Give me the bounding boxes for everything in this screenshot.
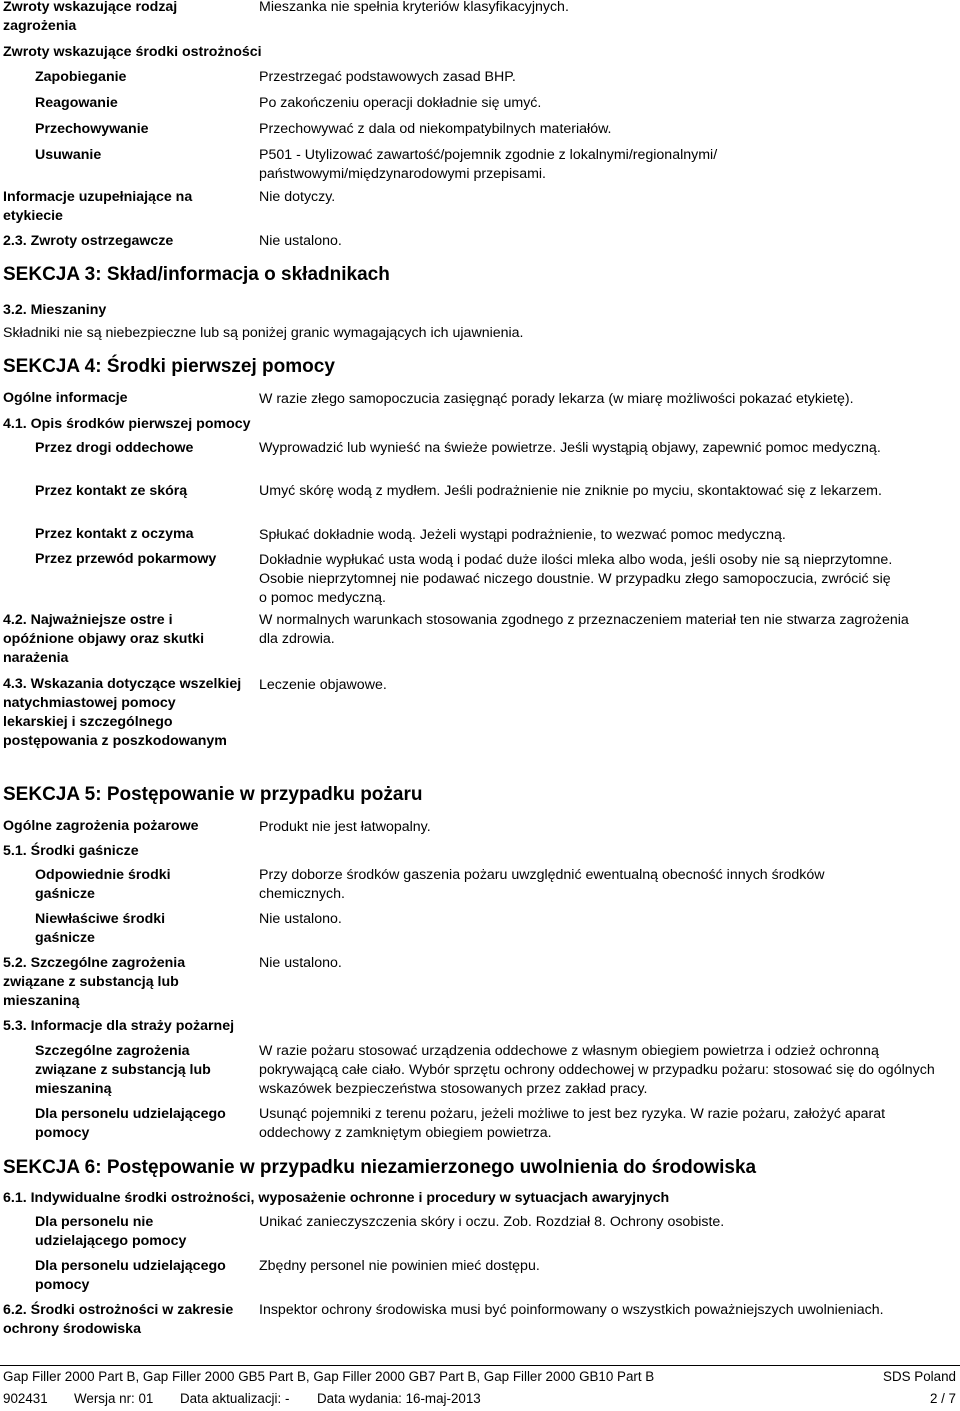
footer-sds-label: SDS Poland (883, 1369, 956, 1384)
storage-value: Przechowywać z dala od niekompatybilnych materiałów. (259, 121, 612, 137)
prevention-value: Przestrzegać podstawowych zasad BHP. (259, 69, 516, 85)
footer-update-date: Data aktualizacji: - (180, 1391, 290, 1406)
unsuitable-media-label: Niewłaściwe środki gaśnicze (35, 911, 166, 946)
general-info-label: Ogólne informacje (3, 390, 128, 406)
footer-document-code: 902431 (3, 1391, 48, 1406)
response-label: Reagowanie (35, 95, 118, 111)
emergency-responders-value: Usunąć pojemniki z terenu pożaru, jeżeli możliwe to jest bez ryzyka. W razie pożaru, założyć aparat oddechowy z zamkniętym obiegiem powietrza. (259, 1106, 886, 1141)
footer-issue-date: Data wydania: 16-maj-2013 (317, 1391, 481, 1406)
environmental-precautions-value: Inspektor ochrony środowiska musi być poinformowany o wszystkich poważniejszych uwolnieniach. (259, 1302, 884, 1318)
firefighters-heading: 5.3. Informacje dla straży pożarnej (3, 1018, 235, 1034)
medical-attention-value: Leczenie objawowe. (259, 677, 387, 693)
hazard-statements-label: Zwroty wskazujące rodzaj zagrożenia (3, 0, 178, 34)
supplemental-label: Informacje uzupełniające na etykiecie (3, 189, 193, 224)
inhalation-label: Przez drogi oddechowe (35, 440, 194, 456)
firefighter-hazards-label: Szczególne zagrożenia związane z substancją lub mieszaniną (35, 1043, 211, 1097)
footer-divider (0, 1365, 960, 1366)
warning-statements-label: 2.3. Zwroty ostrzegawcze (3, 233, 174, 249)
disposal-label: Usuwanie (35, 147, 102, 163)
non-emergency-value: Unikać zanieczyszczenia skóry i oczu. Zob. Rozdział 8. Ochrony osobiste. (259, 1214, 725, 1230)
medical-attention-label: 4.3. Wskazania dotyczące wszelkiej natychmiastowej pomocy lekarskiej i szczególnego postępowania z poszkodowanym (3, 676, 242, 749)
ingestion-label: Przez przewód pokarmowy (35, 551, 217, 567)
supplemental-value: Nie dotyczy. (259, 189, 336, 205)
footer-page-number: 2 / 7 (929, 1391, 956, 1406)
prevention-label: Zapobieganie (35, 69, 127, 85)
section-3-title: SEKCJA 3: Skład/informacja o składnikach (3, 264, 390, 285)
precautionary-heading: Zwroty wskazujące środki ostrożności (3, 44, 262, 60)
mixtures-text: Składniki nie są niebezpieczne lub są poniżej granic wymagających ich ujawnienia. (3, 325, 524, 341)
ingestion-value: Dokładnie wypłukać usta wodą i podać duże ilości mleka albo woda, jeśli osoby nie są nieprzytomne. Osobie nieprzytomnej nie podawać niczego doustnie. W przypadku złego samopoczucia, zwrócić się o pomoc medyczną. (259, 552, 893, 606)
hazard-statements-value: Mieszanka nie spełnia kryteriów klasyfikacyjnych. (259, 0, 569, 15)
response-value: Po zakończeniu operacji dokładnie się umyć. (259, 95, 542, 111)
suitable-media-label: Odpowiednie środki gaśnicze (35, 867, 171, 902)
eye-contact-label: Przez kontakt z oczyma (35, 526, 194, 542)
fire-hazards-value: Produkt nie jest łatwopalny. (259, 819, 431, 835)
general-info-value: W razie złego samopoczucia zasięgnąć porady lekarza (w miarę możliwości pokazać etykietę). (259, 391, 854, 407)
storage-label: Przechowywanie (35, 121, 149, 137)
fire-hazards-label: Ogólne zagrożenia pożarowe (3, 818, 199, 834)
first-aid-heading: 4.1. Opis środków pierwszej pomocy (3, 416, 251, 432)
unsuitable-media-value: Nie ustalono. (259, 911, 342, 927)
personal-precautions-heading: 6.1. Indywidualne środki ostrożności, wyposażenie ochronne i procedury w sytuacjach awaryjnych (3, 1190, 670, 1206)
eye-contact-value: Spłukać dokładnie wodą. Jeżeli wystąpi podrażnienie, to wezwać pomoc medyczną. (259, 527, 786, 543)
symptoms-value: W normalnych warunkach stosowania zgodnego z przeznaczeniem materiał ten nie stwarza zagrożenia dla zdrowia. (259, 612, 909, 647)
symptoms-label: 4.2. Najważniejsze ostre i opóźnione objawy oraz skutki narażenia (3, 612, 205, 666)
environmental-precautions-label: 6.2. Środki ostrożności w zakresie ochrony środowiska (3, 1302, 234, 1337)
section-5-title: SEKCJA 5: Postępowanie w przypadku pożaru (3, 784, 423, 805)
emergency-responders-label: Dla personelu udzielającego pomocy (35, 1106, 226, 1141)
disposal-value: P501 - Utylizować zawartość/pojemnik zgodnie z lokalnymi/regionalnymi/ państwowymi/międzynarodowymi przepisami. (259, 147, 718, 182)
extinguishing-heading: 5.1. Środki gaśnicze (3, 843, 139, 859)
section-6-title: SEKCJA 6: Postępowanie w przypadku niezamierzonego uwolnienia do środowiska (3, 1157, 757, 1178)
inhalation-value: Wyprowadzić lub wynieść na świeże powietrze. Jeśli wystąpią objawy, zapewnić pomoc medyczną. (259, 440, 881, 456)
mixtures-heading: 3.2. Mieszaniny (3, 302, 107, 318)
section-4-title: SEKCJA 4: Środki pierwszej pomocy (3, 356, 335, 377)
footer-version: Wersja nr: 01 (74, 1391, 154, 1406)
skin-contact-label: Przez kontakt ze skórą (35, 483, 188, 499)
skin-contact-value: Umyć skórę wodą z mydłem. Jeśli podrażnienie nie zniknie po myciu, skontaktować się z lekarzem. (259, 483, 882, 499)
suitable-media-value: Przy doborze środków gaszenia pożaru uwzględnić ewentualną obecność innych środków chemicznych. (259, 867, 825, 902)
emergency-value: Zbędny personel nie powinien mieć dostępu. (259, 1258, 540, 1274)
special-hazards-label: 5.2. Szczególne zagrożenia związane z substancją lub mieszaniną (3, 955, 186, 1009)
special-hazards-value: Nie ustalono. (259, 955, 342, 971)
firefighter-hazards-value: W razie pożaru stosować urządzenia oddechowe z własnym obiegiem powietrza i odzież ochronną pokrywającą całe ciało. Wybór sprzętu ochrony oddechowej w przypadku pożaru: stosować się do ogólnych wskazówek bezpieczeństwa stosowanych przez zakład pracy. (259, 1043, 935, 1097)
footer-product-names: Gap Filler 2000 Part B, Gap Filler 2000 GB5 Part B, Gap Filler 2000 GB7 Part B, Gap Filler 2000 GB10 Part B (3, 1369, 655, 1384)
non-emergency-label: Dla personelu nie udzielającego pomocy (35, 1214, 187, 1249)
warning-statements-value: Nie ustalono. (259, 233, 342, 249)
emergency-label: Dla personelu udzielającego pomocy (35, 1258, 226, 1293)
